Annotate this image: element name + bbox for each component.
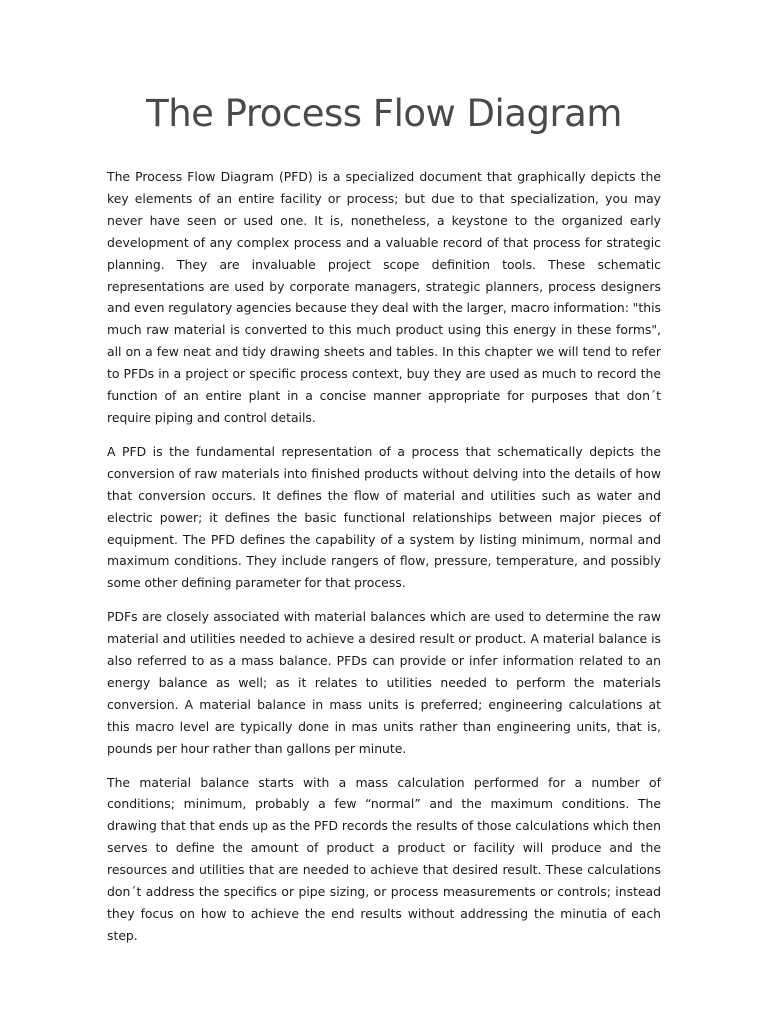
page-title: The Process Flow Diagram (146, 92, 622, 135)
paragraph-1: The Process Flow Diagram (PFD) is a specialized document that graphically depicts the key elements of an entire facility or process; but due to that specialization, you may never have seen or used one. It is, nonetheless, a keystone to the organized early development of any complex process and a valuable record of that process for strategic planning. They are invaluable project scope definition tools. These schematic representations are used by corporate managers, strategic planners, process designers and even regulatory agencies because they deal with the larger, macro information: "this much raw material is converted to this much product using this energy in these forms", all on a few neat and tidy drawing sheets and tables. In this chapter we will tend to refer to PFDs in a project or specific process context, buy they are used as much to record the function of an entire plant in a concise manner appropriate for purposes that don´t require piping and control details. (107, 169, 661, 425)
document-body (107, 166, 661, 959)
paragraph-4: The material balance starts with a mass calculation performed for a number of conditions; minimum, probably a few “normal” and the maximum conditions. The drawing that that ends up as the PFD records the results of those calculations which then serves to define the amount of product a product or facility will produce and the resources and utilities that are needed to achieve that desired result. These calculations don´t address the specifics or pipe sizing, or process measurements or controls; instead they focus on how to achieve the end results without addressing the minutia of each step. (107, 774, 661, 943)
paragraph-2: A PFD is the fundamental representation of a process that schematically depicts the conversion of raw materials into finished products without delving into the details of how that conversion occurs. It defines the flow of material and utilities such as water and electric power; it defines the basic functional relationships between major pieces of equipment. The PFD defines the capability of a system by listing minimum, normal and maximum conditions. They include rangers of flow, pressure, temperature, and possibly some other defining parameter for that process. (107, 443, 661, 591)
paragraph-3: PDFs are closely associated with material balances which are used to determine the raw material and utilities needed to achieve a desired result or product. A material balance is also referred to as a mass balance. PFDs can provide or infer information related to an energy balance as well; as it relates to utilities needed to perform the materials conversion. A material balance in mass units is preferred; engineering calculations at this macro level are typically done in mas units rather than engineering units, that is, pounds per hour rather than gallons per minute. (107, 609, 661, 756)
